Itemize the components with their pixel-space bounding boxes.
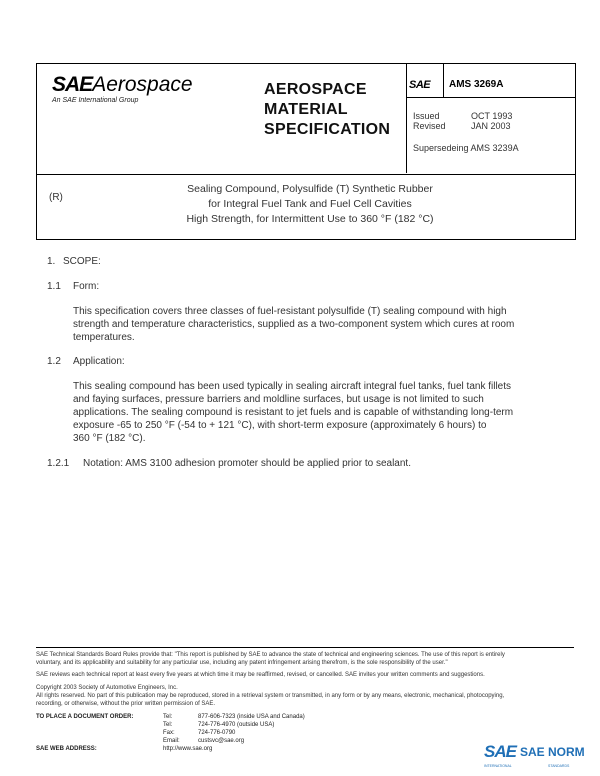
issued-value: OCT 1993 <box>471 111 513 121</box>
email-value[interactable]: custsvc@sae.org <box>198 738 245 744</box>
section-1-2-number: 1.2 <box>47 356 61 367</box>
section-1-2-1-text: Notation: AMS 3100 adhesion promoter should be applied prior to sealant. <box>83 458 411 469</box>
header-divider-vertical-small <box>443 64 444 97</box>
section-1-1-title: Form: <box>73 281 100 292</box>
section-1-1-number: 1.1 <box>47 281 61 292</box>
tel-label: Tel: <box>163 714 173 720</box>
web-label: SAE WEB ADDRESS: <box>36 746 97 752</box>
email-label: Email: <box>163 738 180 744</box>
section-1-1-paragraph: This specification covers three classes of fuel-resistant polysulfide (T) sealing compound with high strength and temperature characteristics, supplied as a two-component system which cures at room temperatures. <box>73 306 515 343</box>
sae-aerospace-logo: SAEAerospace <box>52 73 193 96</box>
issued-label: Issued <box>413 111 440 121</box>
revision-mark: (R) <box>49 192 63 203</box>
superseding-note: Supersede​ing AMS 3239A <box>413 143 519 153</box>
header-divider-vertical <box>406 64 407 173</box>
tel-value: 877-606-7323 (inside USA and Canada) <box>198 714 305 720</box>
fax-value: 724-776-0790 <box>198 730 236 736</box>
revised-label: Revised <box>413 121 446 131</box>
title-line-2: for Integral Fuel Tank and Fuel Cell Cavities <box>208 198 412 210</box>
section-1-title: SCOPE: <box>63 256 101 267</box>
footer-divider <box>36 647 574 648</box>
title-line-3: High Strength, for Intermittent Use to 360 °F (182 °C) <box>186 213 434 225</box>
spec-title: AEROSPACE MATERIAL SPECIFICATION <box>264 81 391 138</box>
tel2-value: 724-776-4970 (outside USA) <box>198 722 275 728</box>
footer-review-text: SAE reviews each technical report at least every five years at which time it may be reaffirmed, revised, or cancelled. SAE invites your written comments and suggestions. <box>36 672 485 678</box>
logo-sub-right: STANDARDS <box>548 764 570 768</box>
footer-rules-text: SAE Technical Standards Board Rules provide that: "This report is published by SAE to advance the state of technical and engineering sciences. The use of this report is entirely voluntary, and its applicability and suitability for any particular use, including any patent infringement arising therefrom, is the sole responsibility of the user." <box>36 652 505 666</box>
sae-mark: SAE <box>409 79 431 91</box>
footer-copyright: Copyright 2003 Society of Automotive Engineers, Inc. All rights reserved. No part of this publication may be reproduced, stored in a retrieval system or transmitted, in any form or by any means, electronic, mechanical, photocopying, recording, or otherwise, without the prior written permission of SAE. <box>36 685 505 707</box>
title-line-1: Sealing Compound, Polysulfide (T) Synthetic Rubber <box>187 183 433 195</box>
document-number: AMS 3269A <box>449 79 504 90</box>
section-1-number: 1. <box>47 256 56 267</box>
sae-norm-logo-mark: SAE <box>484 742 516 761</box>
web-value[interactable]: http://www.sae.org <box>163 746 213 752</box>
section-1-2-1-number: 1.2.1 <box>47 458 70 469</box>
order-label: TO PLACE A DOCUMENT ORDER: <box>36 714 134 720</box>
logo-sub-left: INTERNATIONAL <box>484 764 512 768</box>
section-1-2-paragraph: This sealing compound has been used typically in sealing aircraft integral fuel tanks, fuel tank fillets and faying surfaces, pressure barriers and moldline surfaces, but usage is not limited to such applications. The sealing compound is resistant to jet fuels and is capable of withstanding long-term exposure -65 to 250 °F (-54 to + 121 °C), with short-term exposure (approximately 6 hours) to 360 °F (182 °C). <box>73 381 514 444</box>
brand-subtitle: An SAE International Group <box>52 97 139 104</box>
revised-value: JAN 2003 <box>471 121 511 131</box>
sae-norm-logo-word: SAE NORM <box>520 745 585 759</box>
section-1-2-title: Application: <box>73 356 125 367</box>
tel2-label: Tel: <box>163 722 173 728</box>
header-divider-horizontal <box>406 97 575 98</box>
fax-label: Fax: <box>163 730 175 736</box>
